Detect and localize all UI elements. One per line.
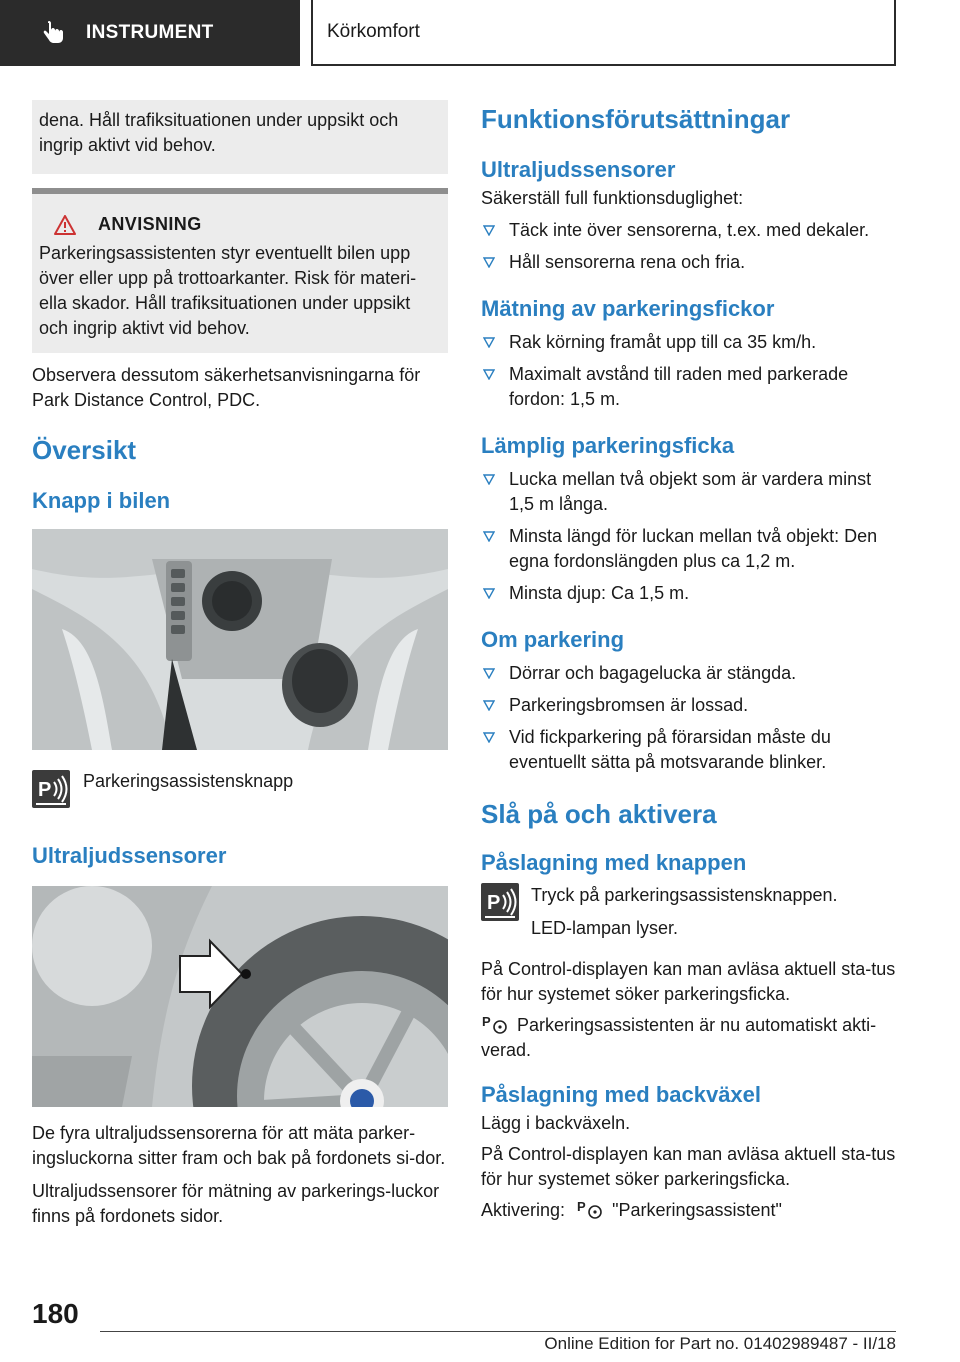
warning-heading: [54, 214, 440, 235]
warning-text: Parkeringsassistenten styr eventuellt bilen upp över eller upp på trottoarkanter. Risk för materi-ella skador. Håll trafiksituationen under uppsikt och ingrip aktivt vid behov.: [39, 243, 417, 338]
bullet-triangle-icon: [483, 224, 495, 236]
svg-text:P: P: [577, 1199, 586, 1214]
list-item: Lucka mellan två objekt som är vardera minst 1,5 m långa.: [481, 467, 901, 517]
sensor-location-photo: [32, 886, 448, 1107]
heading-paslagning-knappen: Påslagning med knappen: [481, 850, 747, 875]
activation-line: Aktivering: P "Parkeringsassistent": [481, 1199, 782, 1220]
continued-note-box: [32, 100, 448, 174]
ultra-text-1: De fyra ultraljudssensorerna för att mäta parker-ingsluckorna sitter fram och bak på fordonets si-dor.: [32, 1123, 446, 1168]
warning-title: ANVISNING: [98, 214, 202, 234]
press-button-text: Tryck på parkeringsassistensknappen.: [531, 885, 838, 905]
led-text: LED-lampan lyser.: [531, 918, 679, 938]
bullet-triangle-icon: [483, 667, 495, 679]
park-assist-button-icon: [32, 770, 70, 808]
list-item: Minsta djup: Ca 1,5 m.: [481, 581, 901, 606]
page-number: 180: [32, 1298, 79, 1329]
heading-funktionsforutsattningar: Funktionsförutsättningar: [481, 104, 791, 134]
button-legend: [32, 770, 448, 808]
header-section-tab: [0, 0, 300, 66]
svg-text:P: P: [38, 779, 52, 801]
auto-activated-text: P Parkeringsassistenten är nu automatiskt akti-verad.: [481, 1014, 877, 1060]
om-list: [481, 661, 901, 775]
footer-divider: [100, 1331, 896, 1332]
bullet-triangle-icon: [483, 587, 495, 599]
list-item: Parkeringsbromsen är lossad.: [481, 693, 901, 718]
bullet-triangle-icon: [483, 256, 495, 268]
list-item: Maximalt avstånd till raden med parkerade fordon: 1,5 m.: [481, 362, 901, 412]
list-item: Täck inte över sensorerna, t.ex. med dekaler.: [481, 218, 901, 243]
section-title: INSTRUMENT: [86, 22, 214, 43]
edition-text: Online Edition for Part no. 01402989487 - II/18: [544, 1334, 896, 1353]
park-assist-symbol-icon: [576, 1198, 606, 1220]
press-button-row: [481, 883, 901, 941]
park-assist-symbol-icon: [481, 1013, 511, 1035]
list-item: Rak körning framåt upp till ca 35 km/h.: [481, 330, 901, 355]
center-console-photo: [32, 529, 448, 750]
button-caption: Parkeringsassistensknapp: [83, 771, 294, 791]
heading-om-parkering: Om parkering: [481, 627, 625, 652]
back-gear-text: Lägg i backväxeln.: [481, 1113, 631, 1133]
observe-text: Observera dessutom säkerhetsanvisningarna för Park Distance Control, PDC.: [32, 365, 421, 410]
chapter-title: Körkomfort: [327, 21, 420, 42]
activation-value: "Parkeringsassistent": [612, 1200, 782, 1220]
svg-text:P: P: [482, 1014, 491, 1029]
warning-triangle-icon: [54, 215, 76, 235]
park-assist-button-icon: [481, 883, 519, 921]
heading-lamplig: Lämplig parkeringsficka: [481, 433, 735, 458]
heading-sla-pa: Slå på och aktivera: [481, 799, 717, 829]
heading-oversikt: Översikt: [32, 435, 137, 465]
list-item: Minsta längd för luckan mellan två objekt: Den egna fordonslängden plus ca 1,2 m.: [481, 524, 901, 574]
ultra-intro: Säkerställ full funktionsduglighet:: [481, 188, 744, 208]
right-column: [481, 100, 901, 1223]
continued-note-text: dena. Håll trafiksituationen under uppsikt och ingrip aktivt vid behov.: [39, 110, 399, 155]
warning-box: [32, 194, 448, 353]
bullet-triangle-icon: [483, 368, 495, 380]
list-item: Håll sensorerna rena och fria.: [481, 250, 901, 275]
lamplig-list: [481, 467, 901, 606]
bullet-triangle-icon: [483, 336, 495, 348]
matning-list: [481, 330, 901, 412]
heading-ultraljudssensorer-right: Ultraljudssensorer: [481, 157, 676, 182]
bullet-triangle-icon: [483, 731, 495, 743]
hand-pointer-icon: [40, 20, 66, 46]
list-item: Dörrar och bagagelucka är stängda.: [481, 661, 901, 686]
heading-ultraljudssensorer-left: Ultraljudssensorer: [32, 843, 227, 868]
list-item: Vid fickparkering på förarsidan måste du eventuellt sätta på motsvarande blinker.: [481, 725, 901, 775]
heading-paslagning-backvaxel: Påslagning med backväxel: [481, 1082, 762, 1107]
center-console-illustration: [32, 529, 448, 750]
svg-text:P: P: [487, 892, 501, 914]
ultra-list: [481, 218, 901, 275]
left-column: [32, 100, 448, 1229]
bullet-triangle-icon: [483, 530, 495, 542]
bullet-triangle-icon: [483, 699, 495, 711]
bullet-triangle-icon: [483, 473, 495, 485]
ultra-text-2: Ultraljudssensorer för mätning av parkerings-luckor finns på fordonets sidor.: [32, 1181, 440, 1226]
heading-matning: Mätning av parkeringsfickor: [481, 296, 775, 321]
wheel-sensor-illustration: [32, 886, 448, 1107]
heading-knapp-i-bilen: Knapp i bilen: [32, 488, 171, 513]
control-display-text-2: På Control-displayen kan man avläsa aktuell sta-tus för hur systemet söker parkeringsficka.: [481, 1144, 896, 1189]
header-chapter-tab: [311, 0, 896, 66]
control-display-text-1: På Control-displayen kan man avläsa aktuell sta-tus för hur systemet söker parkeringsficka.: [481, 959, 896, 1004]
